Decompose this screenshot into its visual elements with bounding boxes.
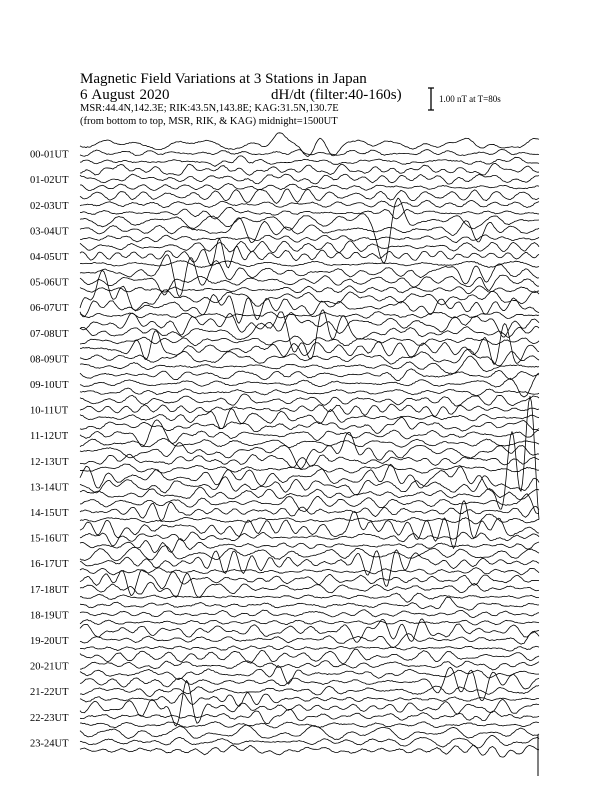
hour-label: 15-16UT	[30, 533, 69, 545]
trace-msr-line	[80, 261, 539, 268]
hour-label-group	[30, 150, 69, 750]
hour-label: 19-20UT	[30, 636, 69, 647]
trace-rik-line	[80, 294, 539, 323]
hour-label: 17-18UT	[30, 584, 69, 596]
hour-label: 05-06UT	[30, 277, 69, 289]
hour-label: 10-11UT	[30, 405, 69, 417]
trace-kag-line	[80, 369, 539, 381]
trace-rik-line	[80, 661, 539, 670]
hour-label: 21-22UT	[30, 687, 69, 699]
hour-label: 04-05UT	[30, 252, 69, 263]
trace-msr-line	[80, 156, 539, 166]
trace-msr-line	[80, 336, 539, 346]
hour-label: 14-15UT	[30, 508, 69, 519]
hour-label: 23-24UT	[30, 738, 69, 750]
hour-label: 18-19UT	[30, 610, 69, 622]
trace-msr-line	[80, 620, 539, 625]
trace-msr-line	[80, 593, 539, 602]
chart-title: Magnetic Field Variations at 3 Stations in Japan	[80, 71, 367, 87]
trace-kag-line	[80, 313, 539, 337]
trace-kag-line	[80, 241, 539, 253]
station-order-note: (from bottom to top, MSR, RIK, & KAG) midnight=1500UT	[80, 116, 338, 127]
date-label: 6 August 2020	[80, 87, 170, 103]
hour-label: 12-13UT	[30, 456, 69, 468]
trace-msr-line	[80, 514, 539, 524]
trace-msr-line	[80, 665, 539, 684]
hour-label: 02-03UT	[30, 200, 69, 212]
trace-rik-line	[80, 610, 539, 618]
trace-msr-line	[80, 312, 539, 319]
trace-rik-line	[80, 174, 539, 184]
trace-kag-line	[80, 649, 539, 664]
trace-msr-line	[80, 207, 539, 219]
trace-rik-line	[80, 686, 539, 697]
hour-label: 08-09UT	[30, 354, 69, 366]
trace-kag-line	[80, 198, 539, 263]
scale-bar-mark	[428, 88, 434, 110]
trace-rik-line	[80, 735, 539, 748]
station-coordinates: MSR:44.4N,142.3E; RIK:43.5N,143.8E; KAG:31.5N,130.7E	[80, 103, 339, 114]
trace-rik-line	[80, 404, 539, 416]
hour-label: 16-17UT	[30, 559, 69, 571]
trace-rik-line	[80, 709, 539, 723]
trace-kag-line	[80, 394, 539, 406]
trace-msr-line	[80, 438, 539, 447]
hour-label: 06-07UT	[30, 303, 69, 315]
trace-rik-line	[80, 454, 539, 467]
trace-kag-line	[80, 667, 539, 700]
hour-label: 01-02UT	[30, 175, 69, 187]
hour-label: 13-14UT	[30, 482, 69, 494]
trace-rik-line	[80, 200, 539, 207]
trace-kag-line	[80, 725, 539, 740]
trace-group	[80, 133, 539, 776]
trace-rik-line	[80, 476, 539, 495]
trace-kag-line	[80, 189, 539, 203]
hour-label: 22-23UT	[30, 712, 69, 724]
hour-label: 20-21UT	[30, 661, 69, 673]
trace-msr-line	[80, 235, 539, 243]
trace-msr-line	[80, 409, 539, 429]
trace-msr-line	[80, 646, 539, 651]
trace-msr-line	[80, 539, 539, 553]
hour-label: 03-04UT	[30, 226, 69, 238]
trace-msr-line	[80, 745, 539, 757]
trace-kag-line	[80, 680, 539, 726]
scale-bar	[428, 88, 434, 110]
trace-rik-line	[80, 502, 539, 520]
trace-kag-line	[80, 133, 539, 157]
scale-label: 1.00 nT at T=80s	[439, 94, 501, 104]
trace-msr-line	[80, 568, 539, 575]
trace-rik-line	[80, 239, 539, 268]
filter-label: dH/dt (filter:40-160s)	[271, 87, 402, 103]
trace-kag-line	[80, 597, 539, 610]
trace-kag-line	[80, 494, 539, 514]
hour-label: 00-01UT	[30, 149, 69, 161]
trace-msr-line	[80, 388, 539, 396]
hour-label: 11-12UT	[30, 431, 69, 443]
trace-kag-line	[80, 163, 539, 175]
trace-kag-line	[80, 432, 539, 468]
hour-label: 09-10UT	[30, 380, 69, 391]
hour-label: 07-08UT	[30, 328, 69, 340]
